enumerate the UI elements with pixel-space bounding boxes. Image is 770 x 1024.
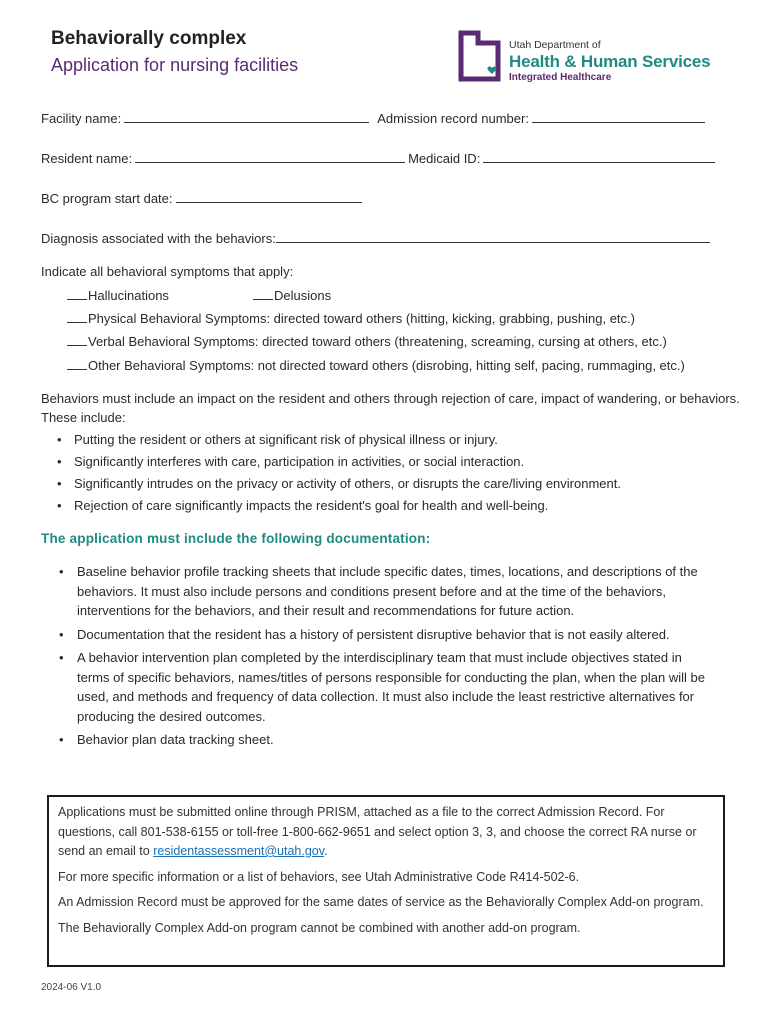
notice-paragraph-submit: Applications must be submitted online through PRISM, attached as a file to the correct Admission Record. For questions, call 801-538-6155 or toll-free 1-800-662-9651 and select option 3, 3, and choose the correct RA nurse or send an email to residentassessment@utah.gov. [58,805,697,858]
facility-name-label: Facility name: [41,111,122,126]
symptom-verbal[interactable]: Verbal Behavioral Symptoms: directed toward others (threatening, screaming, cursing at others, etc.) [67,333,667,349]
verbal-checkbox-line[interactable] [67,333,87,346]
bc-start-date-label: BC program start date: [41,191,173,206]
symptom-hallucinations[interactable]: Hallucinations [67,287,169,303]
email-link[interactable]: residentassessment@utah.gov [153,844,325,858]
medicaid-id-label: Medicaid ID: [408,151,481,166]
documentation-list [57,562,717,754]
row-diagnosis [41,230,710,246]
notice-paragraph-admission: An Admission Record must be approved for the same dates of service as the Behaviorally Complex Add-on program. [58,895,704,909]
row-facility [41,110,705,126]
document-title: Behaviorally complex [51,28,247,49]
other-checkbox-line[interactable] [67,357,87,370]
diagnosis-field[interactable] [276,230,710,243]
list-item: • A behavior intervention plan completed by the interdisciplinary team that must include objectives stated in terms of specific behaviors, names/titles of persons responsible for conducting the plan, when the plan will be used, and methods and frequency of data collection. It must also include the least restrictive alternatives for producing the desired outcomes. [57,648,717,726]
utah-state-logo-icon [458,30,506,82]
symptom-delusions[interactable]: Delusions [253,287,331,303]
agency-logo [458,30,728,84]
bc-start-date-field[interactable] [176,190,362,203]
list-item: • Behavior plan data tracking sheet. [57,730,717,750]
notice-paragraph-code: For more specific information or a list of behaviors, see Utah Administrative Code R414-502-6. [58,869,580,884]
row-bc-start [41,190,362,206]
logo-agency-name: Health & Human Services [509,52,711,71]
resident-name-label: Resident name: [41,151,133,166]
medicaid-id-field[interactable] [483,150,715,163]
impact-list [55,429,745,517]
symptoms-intro: Indicate all behavioral symptoms that apply: [41,264,294,279]
logo-department-text: Utah Department of [509,39,601,51]
symptom-physical[interactable]: Physical Behavioral Symptoms: directed toward others (hitting, kicking, grabbing, pushing, etc.) [67,310,635,326]
diagnosis-label: Diagnosis associated with the behaviors: [41,231,276,246]
list-item: • Significantly interferes with care, participation in activities, or social interaction. [55,451,745,473]
hallucinations-checkbox-line[interactable] [67,287,87,300]
admission-record-label: Admission record number: [377,111,529,126]
admission-record-field[interactable] [532,110,705,123]
notice-paragraph-addon: The Behaviorally Complex Add-on program cannot be combined with another add-on program. [58,920,581,935]
impact-intro: Behaviors must include an impact on the resident and others through rejection of care, impact of wandering, or behaviors. These include: [41,391,740,425]
delusions-checkbox-line[interactable] [253,287,273,300]
facility-name-field[interactable] [124,110,369,123]
documentation-heading: The application must include the following documentation: [41,531,431,546]
list-item: • Significantly intrudes on the privacy or activity of others, or disrupts the care/living environment. [55,473,745,495]
logo-division-text: Integrated Healthcare [509,72,612,83]
document-subtitle: Application for nursing facilities [51,55,299,75]
list-item: • Baseline behavior profile tracking sheets that include specific dates, times, locations, and descriptions of the behaviors. It must also include persons and conditions present before and at the time of the behaviors, interventions for the behaviors, and their result and recommendations for future action. [57,562,717,621]
submission-notice-box [47,795,725,967]
list-item: • Documentation that the resident has a history of persistent disruptive behavior that is not easily altered. [57,625,717,645]
resident-name-field[interactable] [135,150,405,163]
row-resident [41,150,715,166]
list-item: • Putting the resident or others at significant risk of physical illness or injury. [55,429,745,451]
symptom-other[interactable]: Other Behavioral Symptoms: not directed toward others (disrobing, hitting self, pacing, rummaging, etc.) [67,357,685,373]
version-label: 2024-06 V1.0 [41,982,102,993]
physical-checkbox-line[interactable] [67,310,87,323]
list-item: • Rejection of care significantly impacts the resident's goal for health and well-being. [55,495,745,517]
